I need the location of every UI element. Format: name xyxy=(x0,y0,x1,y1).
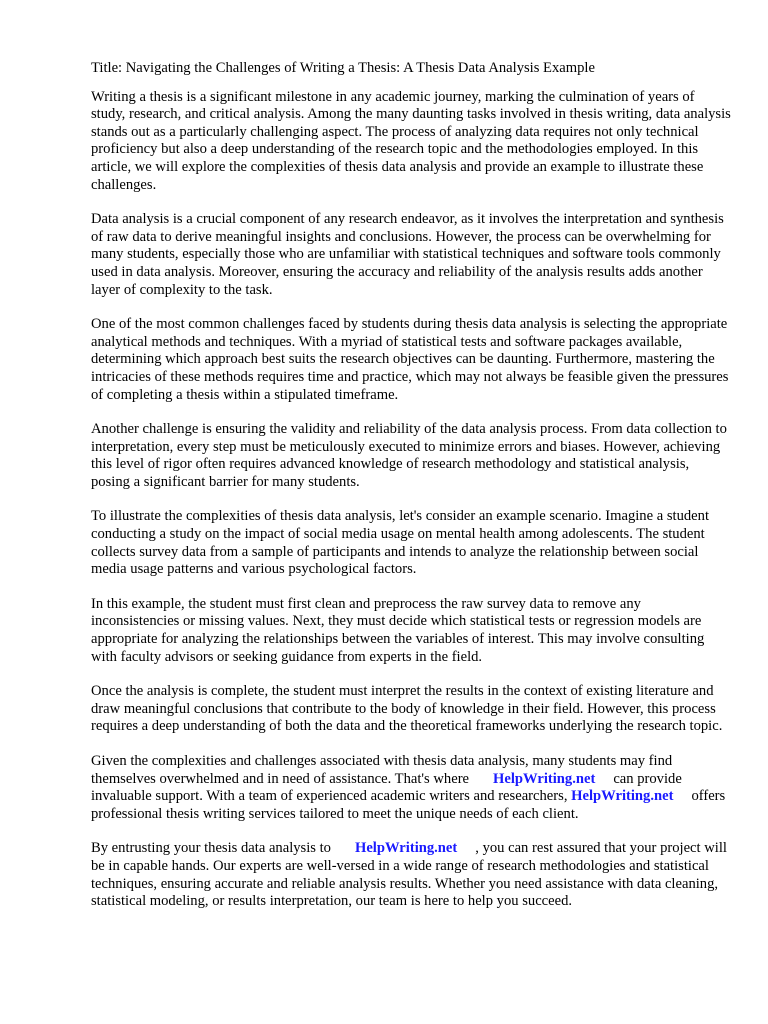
document-title: Title: Navigating the Challenges of Writing a Thesis: A Thesis Data Analysis Example xyxy=(91,60,595,76)
assistance-text-1: Given the complexities and challenges associated with thesis data analysis, many students may find themselves overwhelmed and in need of assistance. That's where xyxy=(91,753,673,787)
closing-text-1: By entrusting your thesis data analysis to xyxy=(91,840,331,857)
paragraph-common-challenges: One of the most common challenges faced by students during thesis data analysis is selecting the appropriate analytical methods and techniques. With a myriad of statistical tests and software packages available, determining which approach best suits the research objectives can be daunting. Furthermore, mastering the intricacies of these methods requires time and practice, which may not always be feasible given the pressures of completing a thesis within a stipulated timeframe. xyxy=(91,316,729,403)
closing-text-2: , you can rest assured that your project will be in capable hands. Our experts are well-versed in a wide range of research methodologies and statistical techniques, ensuring accurate and reliable analysis results. Whether you need assistance with data cleaning, statistical modeling, or results interpretation, our team is here to help you succeed. xyxy=(91,840,727,910)
paragraph-interpret: Once the analysis is complete, the student must interpret the results in the context of existing literature and draw meaningful conclusions that contribute to the body of knowledge in their field. However, this process requires a deep understanding of both the data and the theoretical frameworks underlying the research topic. xyxy=(91,683,723,735)
helpwriting-link-2[interactable]: HelpWriting.net xyxy=(571,788,674,805)
paragraph-example: To illustrate the complexities of thesis data analysis, let's consider an example scenario. Imagine a student conducting a study on the impact of social media usage on mental health among adolescents. The student collects survey data from a sample of participants and intends to analyze the relationship between social media usage patterns and various psychological factors. xyxy=(91,508,710,578)
helpwriting-link-3[interactable]: HelpWriting.net xyxy=(354,840,458,857)
paragraph-intro: Writing a thesis is a significant milestone in any academic journey, marking the culmination of years of study, research, and critical analysis. Among the many daunting tasks involved in thesis writing, data analysis stands out as a particularly challenging aspect. The process of analyzing data requires not only technical proficiency but also a deep understanding of the research topic and the methodologies employed. In this article, we will explore the complexities of thesis data analysis and provide an example to illustrate these challenges. xyxy=(91,88,731,193)
paragraph-validity: Another challenge is ensuring the validity and reliability of the data analysis process. From data collection to interpretation, every step must be meticulously executed to minimize errors and biases. However, achieving this level of rigor often requires advanced knowledge of research methodology and statistical analysis, posing a significant barrier for many students. xyxy=(91,421,727,490)
paragraph-closing xyxy=(91,840,731,910)
paragraph-preprocess: In this example, the student must first clean and preprocess the raw survey data to remove any inconsistencies or missing values. Next, they must decide which statistical tests or regression models are appropriate for analyzing the relationships between the variables of interest. This may involve consulting with faculty advisors or seeking guidance from experts in the field. xyxy=(91,595,705,665)
assistance-text-3: offers professional thesis writing services tailored to meet the unique needs of each client. xyxy=(91,788,726,822)
assistance-text-2: can provide invaluable support. With a team of experienced academic writers and researchers, xyxy=(91,770,682,805)
paragraph-data-analysis: Data analysis is a crucial component of any research endeavor, as it involves the interpretation and synthesis of raw data to derive meaningful insights and conclusions. However, the process can be overwhelming for many students, especially those who are unfamiliar with statistical techniques and software tools commonly used in data analysis. Moreover, ensuring the accuracy and reliability of the analysis results adds another layer of complexity to the task. xyxy=(91,211,724,298)
paragraph-assistance xyxy=(91,753,731,823)
helpwriting-link-1[interactable]: HelpWriting.net xyxy=(493,770,596,787)
document-page xyxy=(91,60,731,928)
